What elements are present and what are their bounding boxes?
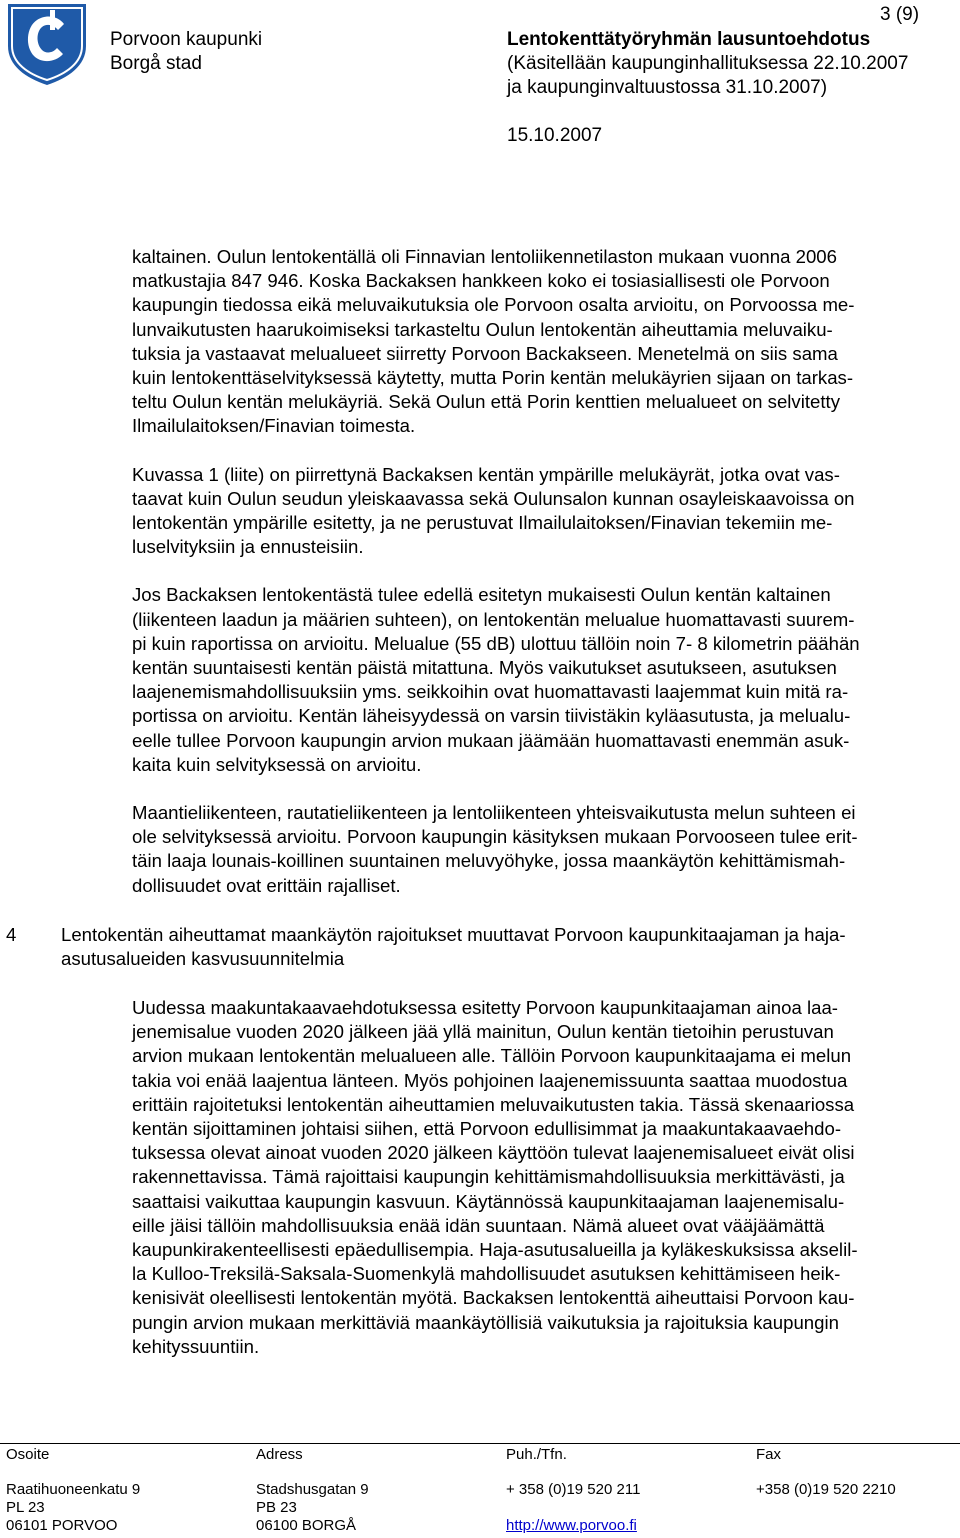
text-line: portissa on arvioitu. Kentän läheisyydessä on varsin tiivistäkin kyläasutusta, ja melualu- <box>132 705 851 727</box>
footer-line: 06101 PORVOO <box>6 1517 118 1534</box>
section-title-line-1: Lentokentän aiheuttamat maankäytön rajoitukset muuttavat Porvoon kaupunkitaajaman ja haja- <box>61 924 846 945</box>
text-line: saattaisi vaikuttaa kaupungin kasvuun. Käytännössä kaupunkitaajaman laajenemisalu- <box>132 1190 845 1212</box>
porvoo-coat-of-arms-icon <box>6 2 88 86</box>
paragraph <box>132 583 954 777</box>
footer-phone-number: + 358 (0)19 520 211 <box>506 1481 641 1498</box>
body-text <box>132 245 954 922</box>
footer-line: PB 23 <box>256 1499 297 1516</box>
text-line: ole selvityksessä arvioitu. Porvoon kaupungin käsityksen mukaan Porvooseen tulee erit- <box>132 826 858 848</box>
document-subtitle-line-1: (Käsitellään kaupunginhallituksessa 22.10.2007 <box>507 53 909 74</box>
footer-phone <box>506 1446 640 1535</box>
document-title: Lentokenttätyöryhmän lausuntoehdotus <box>507 29 871 50</box>
text-line: pungin arvion mukaan merkittäviä maankäytöllisiä vaikutuksia ja rajoituksia kaupungin <box>132 1311 839 1333</box>
footer-line: Raatihuoneenkatu 9 <box>6 1481 141 1498</box>
document-date: 15.10.2007 <box>507 125 603 146</box>
text-line: erittäin rajoitetuksi lentokentän aiheuttamien meluvaikutusten takia. Tässä skenaariossa <box>132 1093 855 1115</box>
paragraph <box>132 245 954 439</box>
text-line: kenisivät oleellisesti lentokentän myötä. Backaksen lentokenttä aiheuttaisi Porvoon kau- <box>132 1287 855 1309</box>
website-link[interactable]: http://www.porvoo.fi <box>506 1517 637 1534</box>
footer-spacer <box>506 1499 640 1517</box>
text-line: kaita kuin selvityksessä on arvioitu. <box>132 753 422 775</box>
footer-fax-number: +358 (0)19 520 2210 <box>756 1481 896 1498</box>
text-line: dollisuudet ovat erittäin rajalliset. <box>132 874 401 896</box>
section-title-line-2: asutusalueiden kasvusuunnitelmia <box>61 948 345 970</box>
paragraph <box>132 801 954 898</box>
text-line: lunvaikutusten haarukoimiseksi tarkasteltu Oulun lentokentän aiheuttamia meluvaiku- <box>132 318 833 340</box>
org-name-finnish: Porvoon kaupunki <box>110 29 263 50</box>
text-line: kentän sijoittaminen johtaisi siihen, että Porvoon edullisimmat ja maakuntakaavaehdo- <box>132 1118 842 1140</box>
text-line: rakennettavissa. Tämä rajoittaisi kaupungin kehittämismahdollisuuksia merkittävästi, ja <box>132 1166 845 1188</box>
text-line: kaupunkirakenteellisesti epäedullisempia. Haja-asutusalueilla ja kyläkeskuksissa akselil- <box>132 1239 858 1261</box>
document-subtitle-line-2: ja kaupunginvaltuustossa 31.10.2007) <box>507 77 828 98</box>
footer-line: 06100 BORGÅ <box>256 1517 357 1534</box>
text-line: luselvityksiin ja ennusteisiin. <box>132 536 364 558</box>
text-line: täin laaja lounais-koillinen suuntainen meluvyöhyke, jossa maankäytön kehittämismah- <box>132 850 846 872</box>
footer-label: Osoite <box>6 1446 50 1463</box>
footer-line: Stadshusgatan 9 <box>256 1481 369 1498</box>
footer-label: Fax <box>756 1446 782 1463</box>
footer-divider <box>0 1443 960 1444</box>
text-line: arvion mukaan lentokentän melualueen alle. Tällöin Porvoon kaupunkitaajama ei melun <box>132 1045 852 1067</box>
text-line: pi kuin raportissa on arvioitu. Melualue (55 dB) ulottuu tällöin noin 7- 8 kilometrin päähän <box>132 632 860 654</box>
text-line: lentokentän ympärille esitetty, ja ne perustuvat Ilmailulaitoksen/Finavian tekemiin me- <box>132 512 833 534</box>
org-name-swedish: Borgå stad <box>110 53 202 74</box>
text-line: kaltainen. Oulun lentokentällä oli Finnavian lentoliikennetilaston mukaan vuonna 2006 <box>132 246 837 267</box>
text-line: Jos Backaksen lentokentästä tulee edellä esitetyn mukaisesti Oulun kentän kaltainen <box>132 584 831 606</box>
text-line: (liikenteen laadun ja määrien suhteen), on lentokentän melualue huomattavasti suurem- <box>132 608 855 630</box>
text-line: tuksia ja vastaavat melualueet siirretty Porvoon Backakseen. Menetelmä on siis sama <box>132 342 838 364</box>
text-line: matkustajia 847 946. Koska Backaksen hankkeen koko ei tosiasiallisesti ole Porvoon <box>132 270 830 292</box>
text-line: eille jäisi tällöin mahdollisuuksia enää idän suuntaan. Nämä alueet ovat vääjäämättä <box>132 1214 825 1236</box>
paragraph <box>132 463 954 560</box>
footer-label: Adress <box>256 1446 303 1463</box>
text-line: takia voi enää laajentua länteen. Myös pohjoinen laajenemissuunta saattaa muodostua <box>132 1069 848 1091</box>
footer-label: Puh./Tfn. <box>506 1446 567 1463</box>
section-title <box>61 923 954 971</box>
footer-address-sv <box>256 1446 369 1535</box>
footer-line: PL 23 <box>6 1499 45 1516</box>
text-line: Uudessa maakuntakaavaehdotuksessa esitetty Porvoon kaupunkitaajaman ainoa laa- <box>132 997 838 1018</box>
text-line: Kuvassa 1 (liite) on piirrettynä Backaksen kentän ympärille melukäyrät, jotka ovat vas- <box>132 463 840 485</box>
footer-address-fi <box>6 1446 140 1535</box>
text-line: kuin lentokenttäselvityksessä käytetty, mutta Porin kentän melukäyrien sijaan on tarkas- <box>132 367 854 389</box>
text-line: Ilmailulaitoksen/Finavian toimesta. <box>132 415 416 437</box>
document-title-block <box>507 28 908 100</box>
organization-name <box>110 28 262 76</box>
section-heading <box>6 923 954 971</box>
text-line: Maantieliikenteen, rautatieliikenteen ja lentoliikenteen yhteisvaikutusta melun suhteen ei <box>132 802 856 824</box>
text-line: kehityssuuntiin. <box>132 1335 260 1357</box>
section-number: 4 <box>6 924 17 945</box>
section-paragraph <box>132 996 954 1359</box>
text-line: eelle tullee Porvoon kaupungin arvion mukaan jäämään huomattavasti enemmän asuk- <box>132 729 850 751</box>
text-line: la Kulloo-Treksilä-Saksala-Suomenkylä mahdollisuudet asutuksen kehittämiseen heik- <box>132 1263 841 1285</box>
text-line: laajenemismahdollisuuksiin yms. seikkoihin ovat huomattavasti laajemmat kuin mitä ra- <box>132 681 849 703</box>
page-number: 3 (9) <box>880 4 920 25</box>
text-line: taavat kuin Oulun seudun yleiskaavassa sekä Oulunsalon kunnan osayleiskaavoissa on <box>132 487 855 509</box>
text-line: jenemisalue vuoden 2020 jälkeen jää yllä mainitun, Oulun kentän tietoihin perustuvan <box>132 1021 834 1043</box>
text-line: teltu Oulun kentän melukäyriä. Sekä Oulun että Porin kenttien melualueet on selvitetty <box>132 391 840 413</box>
text-line: kaupungin tiedossa eikä meluvaikutuksia ole Porvoon osalta arvioitu, on Porvoossa me- <box>132 294 855 316</box>
footer-fax <box>756 1446 896 1499</box>
text-line: kentän suuntaisesti kentän päistä mitattuna. Myös vaikutukset asutukseen, asutuksen <box>132 657 837 679</box>
text-line: tuksessa olevat ainoat vuoden 2020 jälkeen käyttöön tulevat laajenemisalueet eivät olisi <box>132 1142 855 1164</box>
